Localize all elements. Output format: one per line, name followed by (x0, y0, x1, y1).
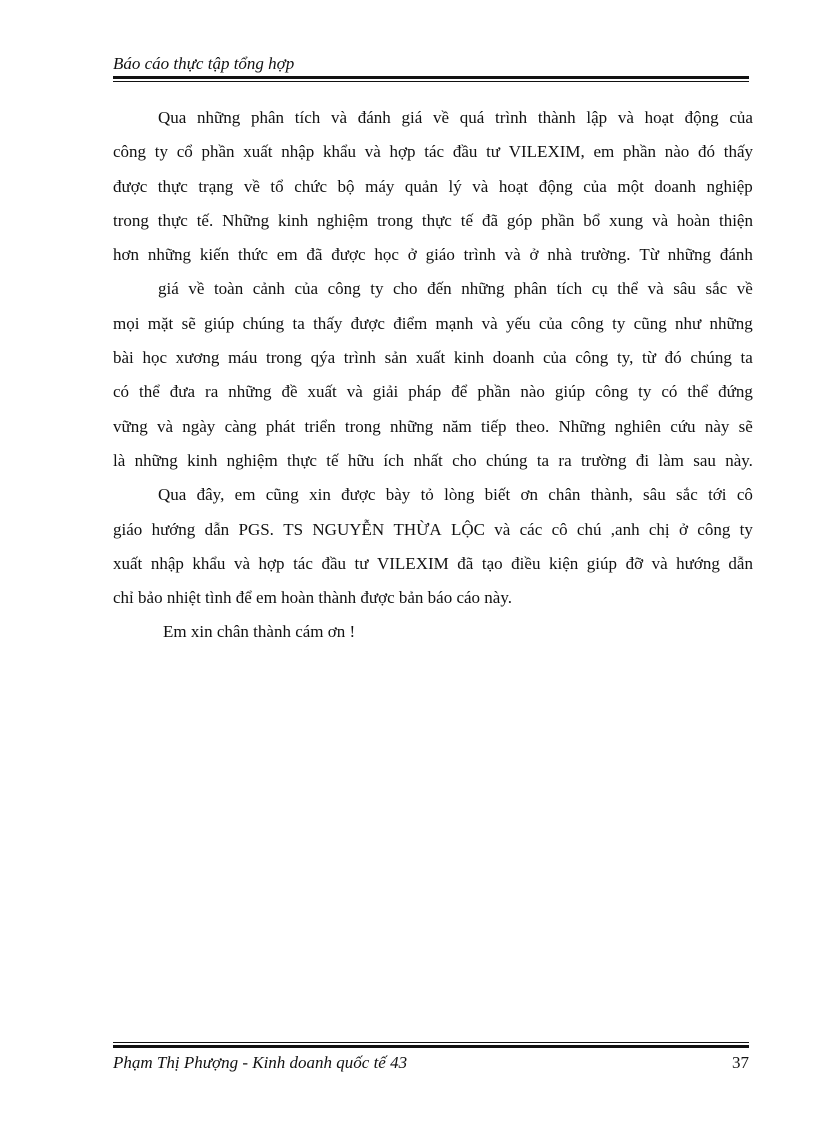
text-line: chỉ bảo nhiệt tình để em hoàn thành được bản báo cáo này. (113, 588, 513, 608)
text-line: công ty cổ phần xuất nhập khẩu và hợp tác đầu tư VILEXIM, em phần nào đó thấy (113, 142, 753, 162)
closing-line: Em xin chân thành cám ơn ! (163, 622, 356, 642)
text-line: bài học xương máu trong qýa trình sản xuất kinh doanh của công ty, từ đó chúng ta (113, 348, 753, 368)
text-line: giáo hướng dẫn PGS. TS NGUYỄN THỪA LỘC và các cô chú ,anh chị ở công ty (113, 519, 753, 539)
text-line: hơn những kiến thức em đã được học ở giáo trình và ở nhà trường. Từ những đánh (113, 245, 753, 265)
footer-rule-thin (113, 1042, 749, 1043)
page-footer (113, 1042, 749, 1074)
text-line: là những kinh nghiệm thực tế hữu ích nhất cho chúng ta ra trường đi làm sau này. (113, 450, 753, 470)
text-line: có thể đưa ra những đề xuất và giải pháp để phần nào giúp công ty có thể đứng (113, 382, 753, 402)
header-title: Báo cáo thực tập tổng hợp (113, 54, 295, 73)
text-line: giá về toàn cảnh của công ty cho đến những phân tích cụ thể và sâu sắc về (158, 279, 753, 299)
page-header (113, 54, 749, 82)
text-line: Qua những phân tích và đánh giá về quá trình thành lập và hoạt động của (158, 108, 753, 127)
text-line: Qua đây, em cũng xin được bày tỏ lòng biết ơn chân thành, sâu sắc tới cô (158, 485, 753, 505)
footer-rule-thick (113, 1045, 749, 1048)
header-rule-thin (113, 81, 749, 82)
text-line: mọi mặt sẽ giúp chúng ta thấy được điểm mạnh và yếu của công ty cũng như những (113, 313, 753, 333)
page-number: 37 (732, 1053, 749, 1072)
text-line: trong thực tế. Những kinh nghiệm trong thực tế đã góp phần bổ xung và hoàn thiện (113, 210, 753, 230)
footer-author: Phạm Thị Phượng - Kinh doanh quốc tế 43 (113, 1053, 408, 1072)
text-line: xuất nhập khẩu và hợp tác đầu tư VILEXIM đã tạo điều kiện giúp đỡ và hướng dẫn (113, 553, 753, 573)
text-line: vững và ngày càng phát triển trong những năm tiếp theo. Những nghiên cứu này sẽ (113, 416, 753, 436)
header-rule-thick (113, 76, 749, 79)
body-text (113, 101, 753, 650)
text-line: được thực trạng về tổ chức bộ máy quản lý và hoạt động của một doanh nghiệp (113, 176, 753, 196)
